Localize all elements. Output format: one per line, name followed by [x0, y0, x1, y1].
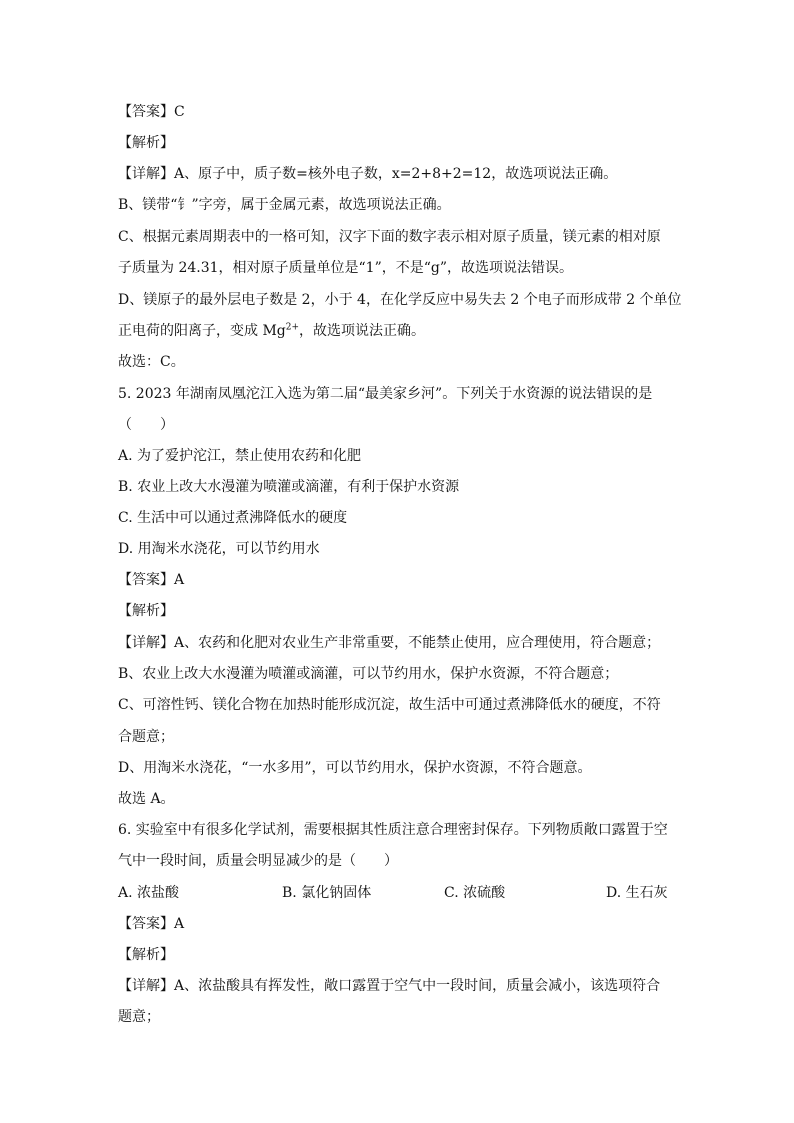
question-5-option-b: B. 农业上改大水漫灌为喷灌或滴灌，有利于保护水资源 — [118, 479, 460, 495]
question-5-option-c: C. 生活中可以通过煮沸降低水的硬度 — [118, 510, 348, 526]
detail-line: 【详解】A、浓盐酸具有挥发性，敞口露置于空气中一段时间，质量会减小，该选项符合 — [118, 978, 661, 994]
question-6-option-d: D. 生石灰 — [606, 885, 668, 901]
question-5-option-d: D. 用淘米水浇花，可以节约用水 — [118, 541, 320, 557]
ion-charge-superscript: 2+ — [285, 322, 300, 333]
answer-label: 【答案】A — [118, 572, 185, 588]
detail-line: 合题意； — [118, 729, 174, 745]
detail-line: 【详解】A、农药和化肥对农业生产非常重要，不能禁止使用，应合理使用，符合题意； — [118, 635, 661, 651]
choice-conclusion: 故选：C。 — [118, 354, 185, 370]
question-6-stem: 气中一段时间，质量会明显减少的是（ ） — [118, 853, 398, 869]
answer-label: 【答案】A — [118, 916, 185, 932]
detail-line-mg-ion — [118, 321, 678, 341]
analysis-label: 【解析】 — [118, 947, 174, 963]
detail-line: 子质量为 24.31，相对原子质量单位是“1”，不是“g”，故选项说法错误。 — [118, 260, 574, 276]
detail-line: D、镁原子的最外层电子数是 2，小于 4，在化学反应中易失去 2 个电子而形成带 2 个单位 — [118, 292, 682, 308]
question-6-option-a: A. 浓盐酸 — [118, 885, 180, 901]
question-6-option-c: C. 浓硫酸 — [444, 885, 506, 901]
detail-line: B、农业上改大水漫灌为喷灌或滴灌，可以节约用水，保护水资源，不符合题意； — [118, 666, 619, 682]
analysis-label: 【解析】 — [118, 135, 174, 151]
analysis-label: 【解析】 — [118, 603, 174, 619]
detail-text: 正电荷的阳离子，变成 Mg — [118, 323, 286, 339]
detail-line: 【详解】A、原子中，质子数=核外电子数，x=2+8+2=12，故选项说法正确。 — [118, 166, 618, 182]
detail-line: B、镁带“钅”字旁，属于金属元素，故选项说法正确。 — [118, 197, 451, 213]
detail-line: C、根据元素周期表中的一格可知，汉字下面的数字表示相对原子质量，镁元素的相对原 — [118, 229, 661, 245]
question-6-options — [118, 883, 670, 903]
detail-line: C、可溶性钙、镁化合物在加热时能形成沉淀，故生活中可通过煮沸降低水的硬度，不符 — [118, 697, 661, 713]
question-5-option-a: A. 为了爱护沱江，禁止使用农药和化肥 — [118, 448, 362, 464]
choice-conclusion: 故选 A。 — [118, 791, 175, 807]
question-5-stem: 5. 2023 年湖南凤凰沱江入选为第二届“最美家乡河”。下列关于水资源的说法错误的是 — [118, 386, 653, 402]
detail-line: 题意； — [118, 1009, 160, 1025]
question-6-option-b: B. 氯化钠固体 — [282, 885, 372, 901]
detail-line: D、用淘米水浇花，“一水多用”，可以节约用水，保护水资源，不符合题意。 — [118, 760, 592, 776]
question-6-stem: 6. 实验室中有很多化学试剂，需要根据其性质注意合理密封保存。下列物质敞口露置于空 — [118, 822, 668, 838]
answer-label: 【答案】C — [118, 104, 185, 120]
question-5-blank: （ ） — [118, 417, 174, 433]
detail-text: ，故选项说法正确。 — [299, 323, 426, 339]
